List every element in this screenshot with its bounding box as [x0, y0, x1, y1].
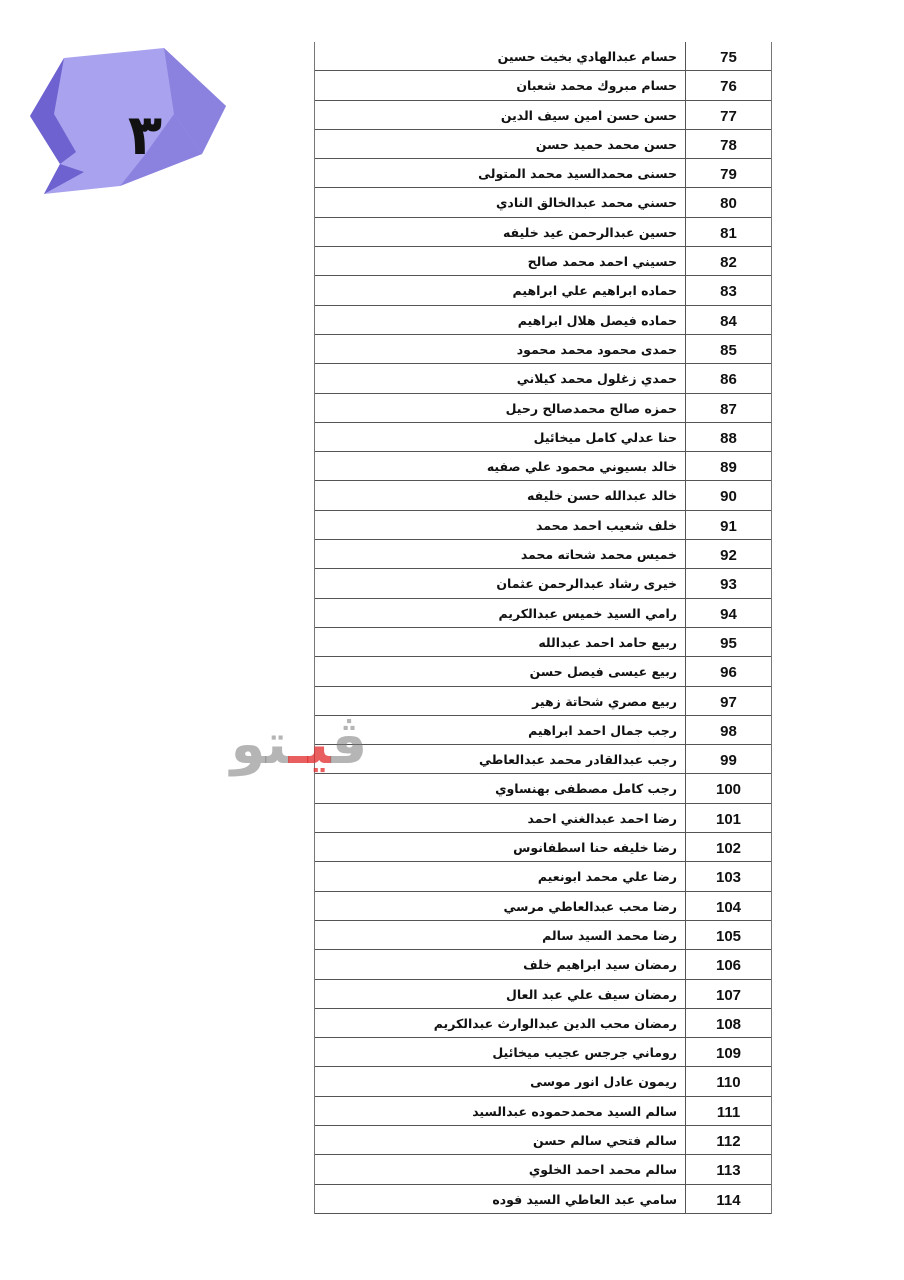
table-row — [315, 745, 771, 774]
name-cell: خالد بسيوني محمود علي صفيه — [315, 452, 686, 480]
name-cell: رضا احمد عبدالغني احمد — [315, 804, 686, 832]
page-number-badge — [24, 44, 230, 198]
table-row — [315, 892, 771, 921]
name-cell: حنا عدلي كامل ميخائيل — [315, 423, 686, 451]
name-cell: روماني جرجس عجيب ميخائيل — [315, 1038, 686, 1066]
name-cell: رجب جمال احمد ابراهيم — [315, 716, 686, 744]
number-cell: 103 — [715, 869, 742, 887]
number-cell: 77 — [720, 107, 737, 125]
number-cell: 78 — [720, 136, 737, 154]
number-cell: 89 — [720, 459, 737, 477]
table-row — [315, 804, 771, 833]
number-cell: 112 — [716, 1132, 741, 1150]
name-cell: رجب عبدالقادر محمد عبدالعاطي — [315, 745, 686, 773]
table-row — [315, 862, 771, 891]
name-cell: سامي عبد العاطي السيد فوده — [315, 1185, 686, 1213]
name-cell: حمدي زغلول محمد كيلاني — [315, 364, 686, 392]
table-row — [315, 1038, 771, 1067]
table-row — [315, 364, 771, 393]
number-cell: 76 — [720, 78, 737, 96]
number-cell: 96 — [720, 664, 737, 682]
table-row — [315, 1126, 771, 1155]
table-row — [315, 276, 771, 305]
table-row — [315, 657, 771, 686]
name-cell: خالد عبدالله حسن خليفه — [315, 481, 686, 509]
number-cell: 97 — [720, 693, 737, 711]
number-cell: 113 — [716, 1162, 741, 1180]
name-cell: حسين عبدالرحمن عيد خليفه — [315, 218, 686, 246]
watermark-logo: ڤيـتو — [230, 712, 368, 777]
table-row — [315, 511, 771, 540]
number-cell: 86 — [720, 371, 737, 389]
number-cell: 84 — [720, 312, 737, 330]
number-cell: 110 — [716, 1074, 741, 1092]
name-cell: حمزه صالح محمدصالح رحيل — [315, 394, 686, 422]
table-row — [315, 1009, 771, 1038]
table-row — [315, 130, 771, 159]
number-cell: 83 — [720, 283, 737, 301]
name-cell: رجب كامل مصطفى بهنساوي — [315, 774, 686, 802]
name-cell: حسام عبدالهادي بخيت حسين — [315, 42, 686, 70]
table-row — [315, 687, 771, 716]
table-row — [315, 628, 771, 657]
name-cell: سالم فتحي سالم حسن — [315, 1126, 686, 1154]
table-row — [315, 188, 771, 217]
table-row — [315, 42, 771, 71]
names-table — [314, 42, 772, 1214]
number-cell: 100 — [715, 781, 742, 799]
number-cell: 104 — [715, 898, 742, 916]
number-cell: 85 — [720, 341, 737, 359]
name-cell: حسني محمد عبدالخالق النادي — [315, 188, 686, 216]
table-row — [315, 833, 771, 862]
number-cell: 79 — [720, 166, 737, 184]
name-cell: رامي السيد خميس عبدالكريم — [315, 599, 686, 627]
number-cell: 82 — [720, 254, 737, 272]
table-row — [315, 101, 771, 130]
table-row — [315, 306, 771, 335]
table-row — [315, 335, 771, 364]
table-row — [315, 71, 771, 100]
name-cell: حمدى محمود محمد محمود — [315, 335, 686, 363]
table-row — [315, 481, 771, 510]
name-cell: ريمون عادل انور موسى — [315, 1067, 686, 1095]
name-cell: ربيع عيسى فيصل حسن — [315, 657, 686, 685]
number-cell: 102 — [715, 840, 742, 858]
number-cell: 106 — [715, 957, 742, 975]
name-cell: رمضان محب الدين عبدالوارث عبدالكريم — [315, 1009, 686, 1037]
name-cell: حسن محمد حميد حسن — [315, 130, 686, 158]
number-cell: 94 — [720, 605, 737, 623]
name-cell: ربيع مصري شحاتة زهير — [315, 687, 686, 715]
name-cell: رضا محمد السيد سالم — [315, 921, 686, 949]
table-row — [315, 599, 771, 628]
number-cell: 75 — [720, 49, 737, 66]
table-row — [315, 218, 771, 247]
name-cell: حماده فيصل هلال ابراهيم — [315, 306, 686, 334]
table-row — [315, 159, 771, 188]
page-number: ٣ — [127, 103, 163, 168]
number-cell: 109 — [715, 1045, 742, 1063]
name-cell: رمضان سيف علي عبد العال — [315, 980, 686, 1008]
number-cell: 91 — [720, 517, 737, 535]
name-cell: خلف شعيب احمد محمد — [315, 511, 686, 539]
name-cell: رضا محب عبدالعاطي مرسي — [315, 892, 686, 920]
number-cell: 98 — [720, 722, 737, 740]
number-cell: 114 — [716, 1191, 741, 1209]
number-cell: 90 — [720, 488, 737, 506]
name-cell: حسنى محمدالسيد محمد المتولى — [315, 159, 686, 187]
name-cell: حسن حسن امين سيف الدين — [315, 101, 686, 129]
name-cell: خيرى رشاد عبدالرحمن عثمان — [315, 569, 686, 597]
table-row — [315, 716, 771, 745]
number-cell: 92 — [720, 547, 737, 565]
name-cell: خميس محمد شحاته محمد — [315, 540, 686, 568]
table-row — [315, 247, 771, 276]
name-cell: سالم محمد احمد الخلوي — [315, 1155, 686, 1183]
number-cell: 81 — [720, 224, 737, 242]
name-cell: حسيني احمد محمد صالح — [315, 247, 686, 275]
number-cell: 101 — [715, 810, 742, 828]
table-row — [315, 394, 771, 423]
table-row — [315, 921, 771, 950]
number-cell: 93 — [720, 576, 737, 594]
number-cell: 108 — [715, 1015, 742, 1033]
number-cell: 87 — [720, 400, 737, 418]
table-row — [315, 980, 771, 1009]
number-cell: 80 — [720, 195, 737, 213]
number-cell: 95 — [720, 634, 737, 652]
table-row — [315, 950, 771, 979]
name-cell: ربيع حامد احمد عبدالله — [315, 628, 686, 656]
table-row — [315, 423, 771, 452]
name-cell: حسام مبروك محمد شعبان — [315, 71, 686, 99]
number-cell: 99 — [720, 752, 737, 770]
name-cell: رضا علي محمد ابونعيم — [315, 862, 686, 890]
table-row — [315, 569, 771, 598]
name-cell: سالم السيد محمدحموده عبدالسيد — [315, 1097, 686, 1125]
table-row — [315, 774, 771, 803]
name-cell: حماده ابراهيم علي ابراهيم — [315, 276, 686, 304]
table-row — [315, 1155, 771, 1184]
table-row — [315, 540, 771, 569]
table-row — [315, 1185, 771, 1214]
number-cell: 105 — [715, 927, 742, 945]
table-row — [315, 1067, 771, 1096]
table-row — [315, 452, 771, 481]
name-cell: رضا خليفه حنا اسطفانوس — [315, 833, 686, 861]
number-cell: 111 — [716, 1103, 741, 1121]
name-cell: رمضان سيد ابراهيم خلف — [315, 950, 686, 978]
number-cell: 107 — [715, 986, 742, 1004]
table-row — [315, 1097, 771, 1126]
number-cell: 88 — [720, 429, 737, 447]
